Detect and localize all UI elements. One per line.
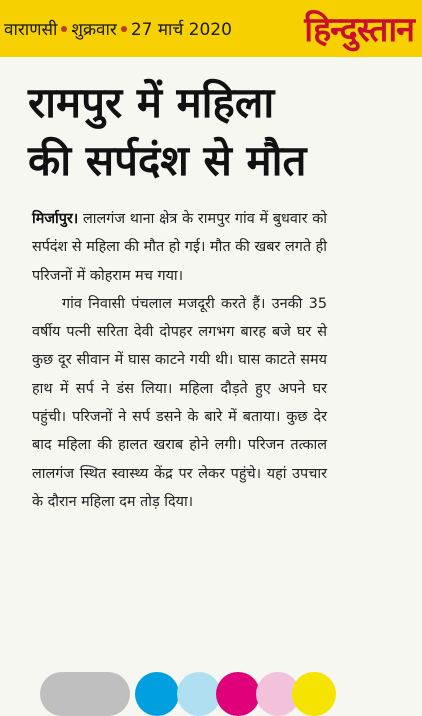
article-paragraph-1-text: लालगंज थाना क्षेत्र के रामपुर गांव में बुधवार को सर्पदंश से महिला की मौत हो गई। मौत की खबर लगते ही परिजनों में कोहराम मच गया। — [32, 211, 327, 284]
swatch-gray — [40, 672, 130, 716]
edition-date: 27 मार्च 2020 — [130, 20, 232, 40]
edition-info — [4, 17, 232, 40]
article-paragraph-1 — [32, 205, 327, 290]
swatch-light-cyan — [177, 672, 221, 716]
headline-line-1: रामपुर में महिला — [28, 78, 275, 127]
edition-day: शुक्रवार — [71, 20, 117, 40]
masthead-bar — [0, 0, 422, 57]
edition-city: वाराणसी — [4, 20, 58, 40]
article-headline — [28, 74, 408, 190]
swatch-magenta — [216, 672, 260, 716]
article-body — [32, 205, 327, 516]
headline-line-2: की सर्पदंश से मौत — [28, 136, 307, 185]
swatch-cyan — [135, 672, 179, 716]
article-paragraph-2: गांव निवासी पंचलाल मजदूरी करते हैं। उनकी 35 वर्षीय पत्नी सरिता देवी दोपहर लगभग बारह बजे घर से कुछ दूर सीवान में घास काटने गयी थी। घास काटते समय हाथ में सर्प ने डंस लिया। महिला दौड़ते हुए अपने घर पहुंची। परिजनों ने सर्प डसने के बारे में बताया। कुछ देर बाद महिला की हालत खराब होने लगी। परिजन तत्काल लालगंज स्थित स्वास्थ्य केंद्र पर लेकर पहुंचे। यहां उपचार के दौरान महिला दम तोड़ दिया। — [32, 295, 327, 510]
separator-dot-icon — [61, 26, 67, 32]
swatch-yellow — [292, 672, 336, 716]
separator-dot-icon — [121, 26, 127, 32]
newspaper-logo: हिन्दुस्तान — [304, 10, 414, 50]
print-color-swatches — [40, 672, 422, 702]
article-dateline: मिर्जापुर। — [32, 211, 79, 227]
